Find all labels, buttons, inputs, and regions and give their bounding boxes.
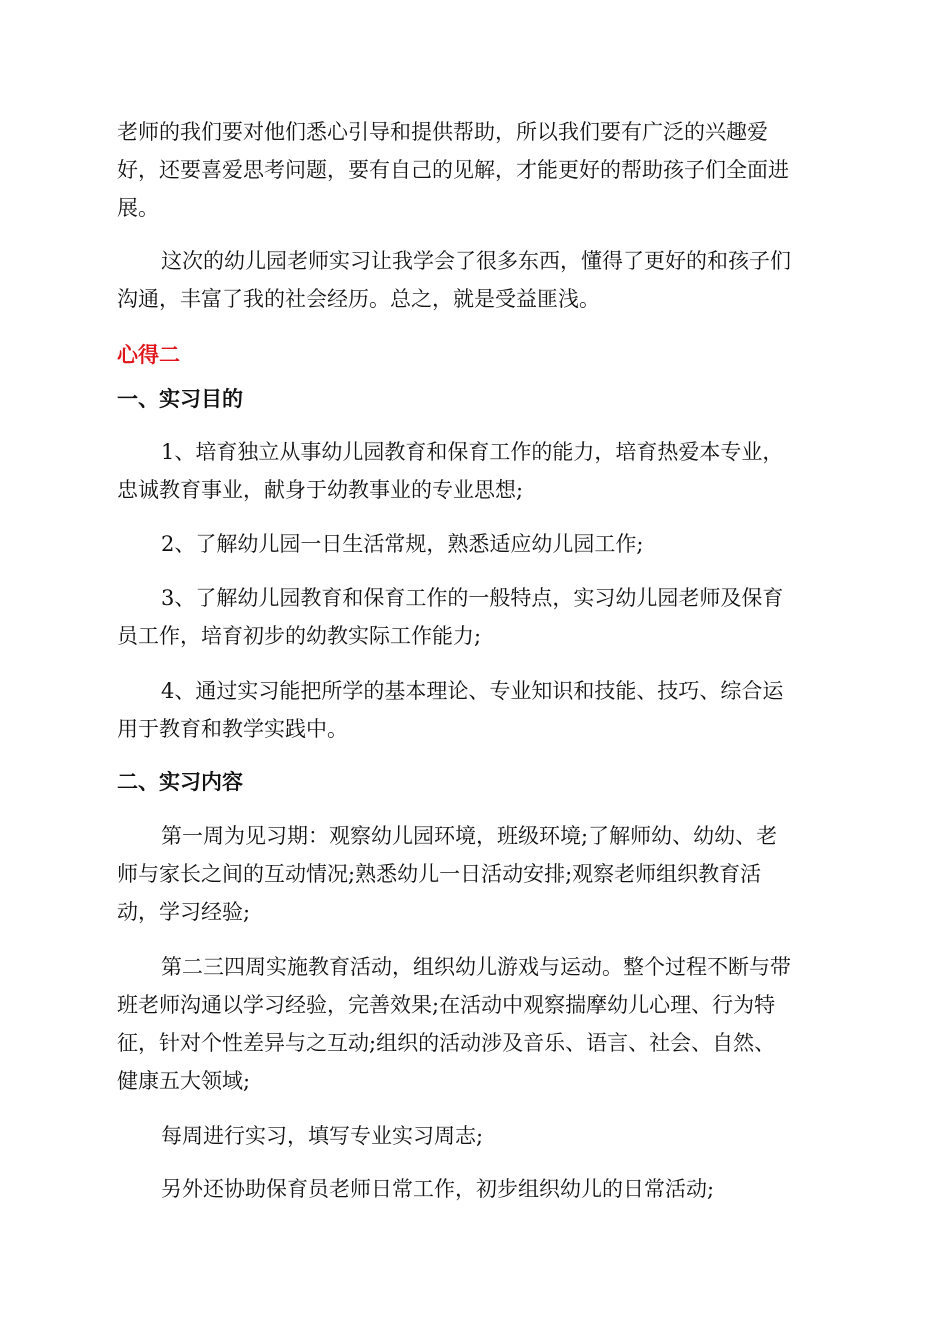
text-line: 班老师沟通以学习经验，完善效果;在活动中观察揣摩幼儿心理、行为特 xyxy=(117,993,776,1017)
text-line: 老师的我们要对他们悉心引导和提供帮助，所以我们要有广泛的兴趣爱 xyxy=(117,120,768,144)
text-line: 1、培育独立从事幼儿园教育和保育工作的能力，培育热爱本专业， xyxy=(161,440,784,464)
paragraph-goal-4 xyxy=(117,672,837,748)
paragraph-content-3 xyxy=(117,1117,837,1155)
paragraph-goal-3 xyxy=(117,579,837,655)
text-line: 这次的幼儿园老师实习让我学会了很多东西，懂得了更好的和孩子们 xyxy=(161,249,791,273)
text-line: 4、通过实习能把所学的基本理论、专业知识和技能、技巧、综合运 xyxy=(161,679,784,703)
text-line: 员工作，培育初步的幼教实际工作能力; xyxy=(117,624,482,648)
text-line: 好，还要喜爱思考问题，要有自己的见解，才能更好的帮助孩子们全面进 xyxy=(117,158,789,182)
text-line: 师与家长之间的互动情况;熟悉幼儿一日活动安排;观察老师组织教育活 xyxy=(117,862,762,886)
text-line: 用于教育和教学实践中。 xyxy=(117,717,348,741)
text-line: 3、了解幼儿园教育和保育工作的一般特点，实习幼儿园老师及保育 xyxy=(161,586,784,610)
text-line: 沟通，丰富了我的社会经历。总之，就是受益匪浅。 xyxy=(117,287,600,311)
text-line: 第二三四周实施教育活动，组织幼儿游戏与运动。整个过程不断与带 xyxy=(161,955,791,979)
text-line: 第一周为见习期：观察幼儿园环境，班级环境;了解师幼、幼幼、老 xyxy=(161,824,778,848)
heading-internship-goals: 一、实习目的 xyxy=(117,387,243,411)
paragraph-content-1 xyxy=(117,817,837,931)
text-line: 展。 xyxy=(117,196,159,220)
text-line: 另外还协助保育员老师日常工作，初步组织幼儿的日常活动; xyxy=(161,1177,715,1201)
text-line: 动，学习经验; xyxy=(117,900,251,924)
paragraph-content-4 xyxy=(117,1170,837,1208)
paragraph-goal-1 xyxy=(117,433,837,509)
paragraph-summary xyxy=(117,242,837,318)
paragraph-goal-2 xyxy=(117,525,837,563)
text-line: 忠诚教育事业，献身于幼教事业的专业思想; xyxy=(117,478,524,502)
text-line: 2、了解幼儿园一日生活常规，熟悉适应幼儿园工作; xyxy=(161,532,644,556)
paragraph-intro-continuation xyxy=(117,113,837,227)
text-line: 征，针对个性差异与之互动;组织的活动涉及音乐、语言、社会、自然、 xyxy=(117,1031,776,1055)
text-line: 每周进行实习，填写专业实习周志; xyxy=(161,1124,484,1148)
text-line: 健康五大领域; xyxy=(117,1069,251,1093)
paragraph-content-2 xyxy=(117,948,837,1100)
heading-internship-content: 二、实习内容 xyxy=(117,770,243,794)
section-title: 心得二 xyxy=(117,343,180,367)
